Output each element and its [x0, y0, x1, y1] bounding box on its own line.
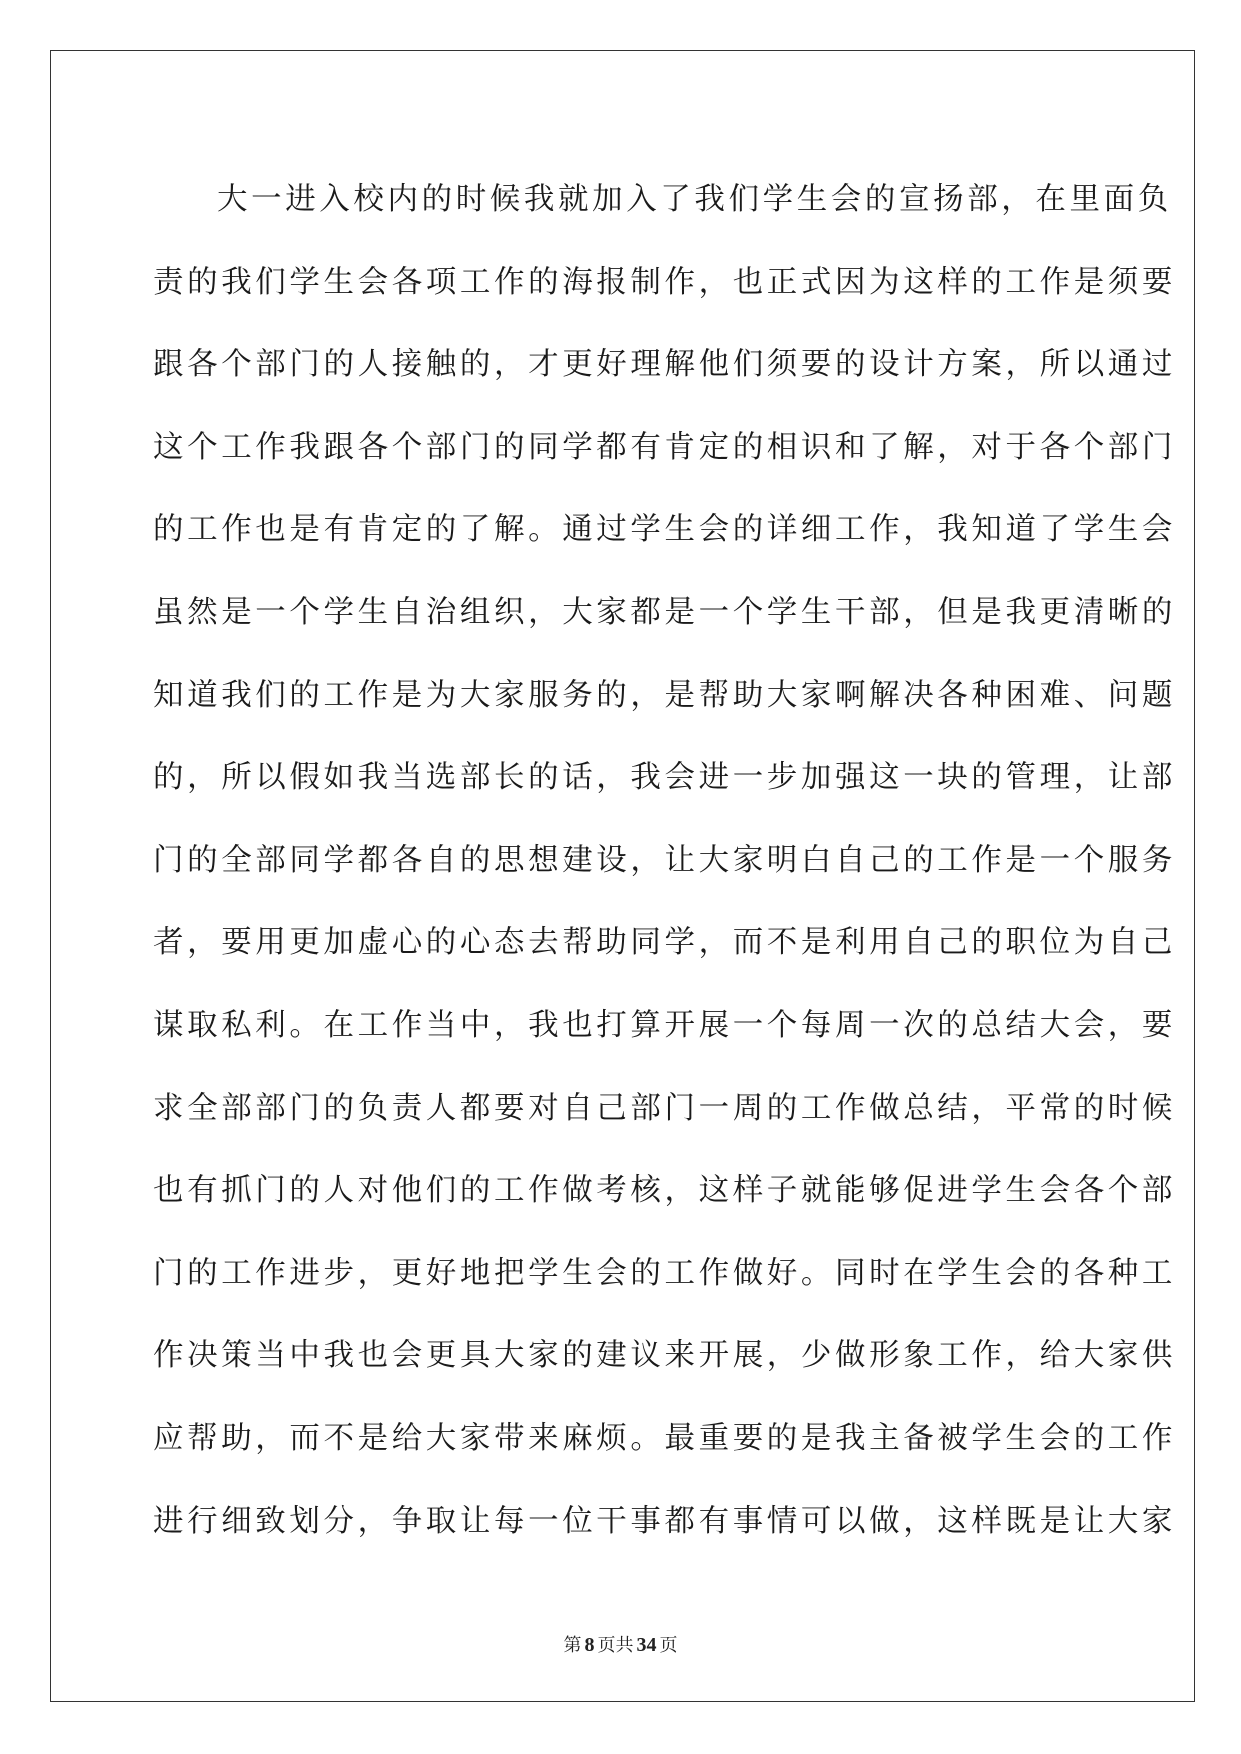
text-line-16: 应帮助，而不是给大家带来麻烦。最重要的是我主备被学生会的工作 — [153, 1420, 1176, 1456]
text-line-1: 大一进入校内的时候我就加入了我们学生会的宣扬部，在里面负 — [217, 182, 1172, 217]
text-line-12: 求全部部门的负责人都要对自己部门一周的工作做总结，平常的时候 — [153, 1090, 1176, 1126]
text-line-2: 责的我们学生会各项工作的海报制作，也正式因为这样的工作是须要 — [153, 264, 1176, 300]
text-line-4: 这个工作我跟各个部门的同学都有肯定的相识和了解，对于各个部门 — [153, 429, 1176, 465]
total-pages-prefix: 共 — [615, 1635, 634, 1656]
text-line-5: 的工作也是有肯定的了解。通过学生会的详细工作，我知道了学生会 — [153, 512, 1176, 548]
text-line-15: 作决策当中我也会更具大家的建议来开展，少做形象工作，给大家供 — [153, 1338, 1176, 1374]
text-line-10: 者，要用更加虚心的心态去帮助同学，而不是利用自己的职位为自己 — [153, 925, 1176, 961]
total-pages-suffix: 页 — [659, 1635, 678, 1656]
text-line-7: 知道我们的工作是为大家服务的，是帮助大家啊解决各种困难、问题 — [153, 677, 1176, 713]
text-line-14: 门的工作进步，更好地把学生会的工作做好。同时在学生会的各种工 — [153, 1255, 1176, 1291]
text-line-6: 虽然是一个学生自治组织，大家都是一个学生干部，但是我更清晰的 — [153, 594, 1176, 630]
body-paragraph — [153, 168, 1176, 1572]
text-line-3: 跟各个部门的人接触的，才更好理解他们须要的设计方案，所以通过 — [153, 347, 1176, 383]
text-line-13: 也有抓门的人对他们的工作做考核，这样子就能够促进学生会各个部 — [153, 1173, 1176, 1209]
text-line-11: 谋取私利。在工作当中，我也打算开展一个每周一次的总结大会，要 — [153, 1007, 1176, 1043]
text-line-17: 进行细致划分，争取让每一位干事都有事情可以做，这样既是让大家 — [153, 1503, 1176, 1539]
page-footer — [0, 1633, 1241, 1658]
total-pages: 34 — [636, 1634, 657, 1656]
text-line-9: 门的全部同学都各自的思想建设，让大家明白自己的工作是一个服务 — [153, 842, 1176, 878]
text-line-8: 的，所以假如我当选部长的话，我会进一步加强这一块的管理，让部 — [153, 760, 1176, 796]
page-number: 8 — [584, 1634, 595, 1656]
page-number-prefix: 第 — [563, 1635, 582, 1656]
page-number-suffix: 页 — [597, 1635, 616, 1656]
